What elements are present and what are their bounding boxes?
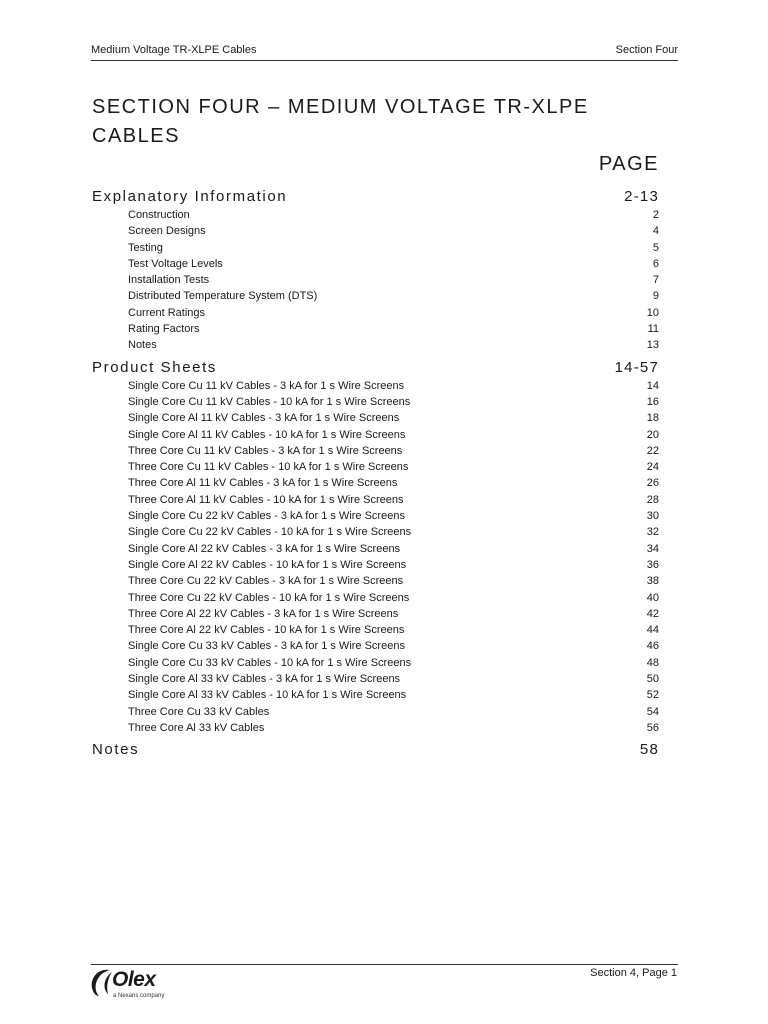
toc-entry-label: Distributed Temperature System (DTS) <box>128 290 318 303</box>
toc-entry-label: Rating Factors <box>128 323 200 336</box>
toc-entry-page: 40 <box>646 591 659 604</box>
header-section-label: Section Four <box>615 44 678 56</box>
toc-entry <box>92 541 659 557</box>
toc-entry-label: Current Ratings <box>128 306 206 319</box>
toc-entry-page: 50 <box>646 673 659 686</box>
toc-entry <box>92 410 659 426</box>
toc-entry-label: Three Core Cu 22 kV Cables - 3 kA for 1 s Wire Screens <box>128 575 404 588</box>
toc-entry-page: 5 <box>652 241 659 254</box>
toc-entry <box>92 687 659 703</box>
toc-entry-page: 48 <box>646 656 659 669</box>
toc-entry <box>92 321 659 337</box>
toc-section-heading <box>92 187 659 207</box>
toc-entry <box>92 492 659 508</box>
toc-entry <box>92 207 659 223</box>
page-title: SECTION FOUR – MEDIUM VOLTAGE TR-XLPE CABLES <box>92 96 589 147</box>
toc-entry <box>92 590 659 606</box>
toc-entry-label: Test Voltage Levels <box>128 257 223 270</box>
toc-entry <box>92 394 659 410</box>
toc-entry <box>92 288 659 304</box>
toc-section-heading <box>92 740 659 760</box>
toc-section-heading <box>92 358 659 378</box>
toc-entry-list <box>92 207 659 354</box>
toc-entry-page: 11 <box>647 323 659 336</box>
toc-entry-page: 6 <box>652 257 659 270</box>
toc-entry <box>92 557 659 573</box>
toc-entry-page: 54 <box>646 705 659 718</box>
toc-entry-page: 38 <box>646 575 659 588</box>
toc-entry-label: Construction <box>128 209 190 221</box>
toc-section-title: Explanatory Information <box>92 188 288 205</box>
toc-entry-page: 30 <box>646 510 659 523</box>
toc-entry-page: 2 <box>652 209 659 221</box>
toc-entry <box>92 427 659 443</box>
toc-entry-page: 20 <box>646 428 659 441</box>
toc-entry <box>92 524 659 540</box>
toc-entry <box>92 704 659 720</box>
toc-entry-page: 56 <box>646 721 659 734</box>
toc-entry <box>92 223 659 239</box>
toc-entry-page: 4 <box>652 225 659 238</box>
toc-entry <box>92 337 659 353</box>
table-of-contents <box>92 184 659 760</box>
logo-wordmark: Olex <box>112 968 156 991</box>
toc-entry-page: 18 <box>646 412 659 425</box>
toc-section-page-range: 14-57 <box>614 358 659 376</box>
toc-entry-label: Screen Designs <box>128 225 206 238</box>
toc-entry-page: 7 <box>652 274 659 287</box>
toc-entry <box>92 272 659 288</box>
page-column-label: PAGE <box>598 153 659 175</box>
toc-entry-label: Three Core Cu 11 kV Cables - 10 kA for 1 s Wire Screens <box>128 461 409 474</box>
toc-entry-page: 24 <box>646 461 659 474</box>
toc-entry-page: 52 <box>646 689 659 702</box>
toc-entry <box>92 443 659 459</box>
toc-entry-label: Three Core Al 33 kV Cables <box>128 721 265 734</box>
toc-section-page-range: 58 <box>639 741 659 759</box>
toc-entry-page: 26 <box>646 477 659 490</box>
toc-entry-list <box>92 378 659 737</box>
toc-entry-page: 9 <box>652 290 659 303</box>
toc-entry-label: Three Core Al 11 kV Cables - 3 kA for 1 s Wire Screens <box>128 477 398 490</box>
toc-entry-label: Three Core Al 11 kV Cables - 10 kA for 1 s Wire Screens <box>128 493 404 506</box>
toc-entry-label: Installation Tests <box>128 274 210 287</box>
toc-entry-label: Three Core Cu 22 kV Cables - 10 kA for 1 s Wire Screens <box>128 591 410 604</box>
toc-entry <box>92 240 659 256</box>
toc-entry-page: 32 <box>646 526 659 539</box>
toc-entry-label: Single Core Al 22 kV Cables - 10 kA for 1 s Wire Screens <box>128 558 407 571</box>
toc-entry <box>92 459 659 475</box>
toc-entry <box>92 256 659 272</box>
toc-entry-label: Single Core Cu 11 kV Cables - 3 kA for 1 s Wire Screens <box>128 379 405 392</box>
toc-entry <box>92 378 659 394</box>
toc-entry-page: 42 <box>646 607 659 620</box>
toc-entry-page: 34 <box>646 542 659 555</box>
toc-entry-label: Single Core Cu 33 kV Cables - 10 kA for 1 s Wire Screens <box>128 656 412 669</box>
toc-entry <box>92 655 659 671</box>
toc-entry <box>92 720 659 736</box>
toc-entry-label: Single Core Cu 22 kV Cables - 3 kA for 1 s Wire Screens <box>128 510 405 523</box>
toc-entry <box>92 606 659 622</box>
toc-entry <box>92 622 659 638</box>
toc-entry-label: Testing <box>128 241 163 254</box>
toc-entry-label: Single Core Al 11 kV Cables - 3 kA for 1 s Wire Screens <box>128 412 400 425</box>
toc-entry-page: 44 <box>646 624 659 637</box>
toc-entry-page: 46 <box>646 640 659 653</box>
toc-entry-page: 14 <box>646 379 659 392</box>
toc-entry <box>92 475 659 491</box>
toc-entry-label: Three Core Al 22 kV Cables - 3 kA for 1 s Wire Screens <box>128 607 399 620</box>
toc-entry-page: 28 <box>646 493 659 506</box>
logo-subtitle: a Nexans company <box>113 993 165 999</box>
toc-entry <box>92 573 659 589</box>
olex-logo <box>88 966 188 1006</box>
toc-entry-label: Single Core Al 11 kV Cables - 10 kA for 1 s Wire Screens <box>128 428 406 441</box>
toc-entry-page: 13 <box>646 339 659 352</box>
toc-entry-label: Three Core Cu 33 kV Cables <box>128 705 270 718</box>
toc-entry-label: Single Core Al 22 kV Cables - 3 kA for 1 s Wire Screens <box>128 542 401 555</box>
toc-section-title: Product Sheets <box>92 358 217 376</box>
toc-entry-label: Single Core Cu 33 kV Cables - 3 kA for 1 s Wire Screens <box>128 640 405 653</box>
toc-entry <box>92 638 659 654</box>
toc-section-page-range: 2-13 <box>624 188 659 205</box>
toc-entry-page: 16 <box>646 395 659 408</box>
toc-entry <box>92 305 659 321</box>
toc-entry-label: Single Core Cu 11 kV Cables - 10 kA for 1 s Wire Screens <box>128 395 411 408</box>
toc-entry <box>92 671 659 687</box>
toc-entry-label: Single Core Cu 22 kV Cables - 10 kA for 1 s Wire Screens <box>128 526 412 539</box>
toc-entry-page: 36 <box>646 558 659 571</box>
toc-entry-label: Notes <box>128 339 157 352</box>
toc-entry-page: 10 <box>646 306 659 319</box>
toc-entry-label: Single Core Al 33 kV Cables - 3 kA for 1 s Wire Screens <box>128 673 401 686</box>
toc-entry-label: Three Core Cu 11 kV Cables - 3 kA for 1 s Wire Screens <box>128 444 403 457</box>
toc-entry-page: 22 <box>646 444 659 457</box>
toc-entry-label: Three Core Al 22 kV Cables - 10 kA for 1 s Wire Screens <box>128 624 405 637</box>
footer-page-number: Section 4, Page 1 <box>590 967 677 979</box>
footer-rule <box>91 964 678 965</box>
toc-section-title: Notes <box>92 741 140 759</box>
page-header <box>91 44 678 61</box>
header-document-title: Medium Voltage TR-XLPE Cables <box>91 44 257 56</box>
toc-entry <box>92 508 659 524</box>
toc-entry-label: Single Core Al 33 kV Cables - 10 kA for 1 s Wire Screens <box>128 689 407 702</box>
